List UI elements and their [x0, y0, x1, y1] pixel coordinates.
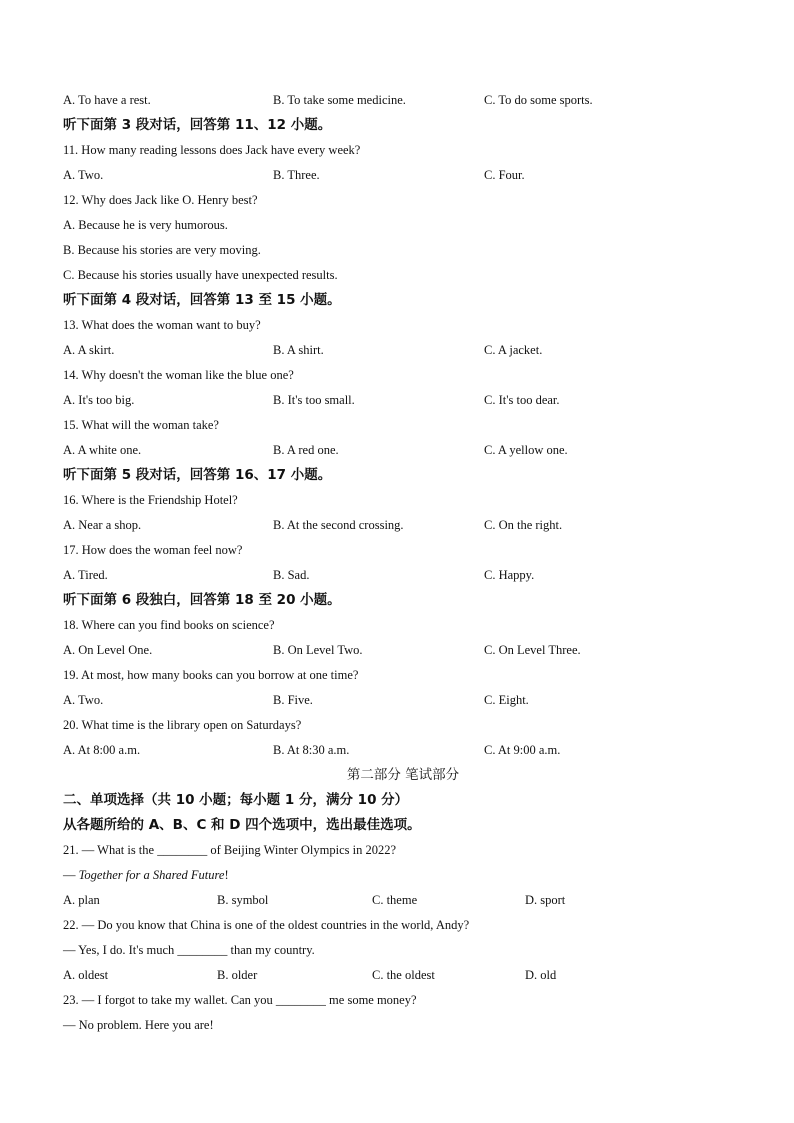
- question-23: 23. — I forgot to take my wallet. Can you ________ me some money?: [63, 993, 417, 1007]
- q12-option-b: B. Because his stories are very moving.: [63, 243, 261, 257]
- part2-heading-2: 从各题所给的 A、B、C 和 D 四个选项中，选出最佳选项。: [63, 817, 421, 833]
- question-20: 20. What time is the library open on Saturdays?: [63, 718, 302, 732]
- option-a: A. On Level One.: [63, 643, 153, 657]
- question-19: 19. At most, how many books can you borrow at one time?: [63, 668, 359, 682]
- option-a: A. A skirt.: [63, 343, 115, 357]
- q18-options: [63, 638, 743, 663]
- question-18: 18. Where can you find books on science?: [63, 618, 275, 632]
- q16-options: [63, 513, 743, 538]
- option-a: A. Near a shop.: [63, 518, 142, 532]
- q23-answer: — No problem. Here you are!: [63, 1018, 214, 1032]
- option-b: B. A shirt.: [273, 343, 324, 357]
- q15-options: [63, 438, 743, 463]
- option-c: C. the oldest: [372, 968, 435, 982]
- q21-answer: [63, 863, 743, 888]
- option-a: A. Tired.: [63, 568, 108, 582]
- option-b: B. To take some medicine.: [273, 93, 406, 107]
- q21-dash: —: [63, 868, 79, 882]
- question-15: 15. What will the woman take?: [63, 418, 219, 432]
- section4-heading: 听下面第 4 段对话，回答第 13 至 15 小题。: [63, 292, 341, 308]
- q21-options: [63, 888, 743, 913]
- section3-heading: 听下面第 3 段对话，回答第 11、12 小题。: [63, 117, 332, 133]
- option-a: A. To have a rest.: [63, 93, 151, 107]
- option-c: C. At 9:00 a.m.: [484, 743, 561, 757]
- option-c: C. A yellow one.: [484, 443, 568, 457]
- q17-options: [63, 563, 743, 588]
- question-16: 16. Where is the Friendship Hotel?: [63, 493, 238, 507]
- question-22: 22. — Do you know that China is one of the oldest countries in the world, Andy?: [63, 918, 470, 932]
- part2-title: 第二部分 笔试部分: [346, 767, 460, 783]
- q20-options: [63, 738, 743, 763]
- option-b: B. At 8:30 a.m.: [273, 743, 350, 757]
- question-11: 11. How many reading lessons does Jack have every week?: [63, 143, 361, 157]
- option-d: D. sport: [525, 893, 566, 907]
- option-c: C. Four.: [484, 168, 525, 182]
- q21-answer-end: !: [224, 868, 229, 882]
- option-a: A. Two.: [63, 168, 104, 182]
- option-b: B. At the second crossing.: [273, 518, 404, 532]
- part2-heading-1: 二、单项选择（共 10 小题；每小题 1 分，满分 10 分）: [63, 792, 409, 808]
- q10-options: [63, 88, 743, 113]
- option-b: B. It's too small.: [273, 393, 355, 407]
- option-a: A. At 8:00 a.m.: [63, 743, 141, 757]
- option-b: B. Five.: [273, 693, 313, 707]
- option-c: C. A jacket.: [484, 343, 543, 357]
- option-b: B. On Level Two.: [273, 643, 363, 657]
- option-b: B. Sad.: [273, 568, 310, 582]
- q13-options: [63, 338, 743, 363]
- option-c: C. Eight.: [484, 693, 529, 707]
- option-c: C. On the right.: [484, 518, 563, 532]
- option-a: A. A white one.: [63, 443, 142, 457]
- question-14: 14. Why doesn't the woman like the blue one?: [63, 368, 294, 382]
- exam-page: [63, 88, 743, 1038]
- q22-answer: — Yes, I do. It's much ________ than my country.: [63, 943, 315, 957]
- q19-options: [63, 688, 743, 713]
- question-12: 12. Why does Jack like O. Henry best?: [63, 193, 258, 207]
- section6-heading: 听下面第 6 段独白，回答第 18 至 20 小题。: [63, 592, 341, 608]
- q12-option-a: A. Because he is very humorous.: [63, 218, 228, 232]
- option-b: B. Three.: [273, 168, 320, 182]
- option-c: C. theme: [372, 893, 418, 907]
- option-b: B. symbol: [217, 893, 269, 907]
- option-c: C. It's too dear.: [484, 393, 560, 407]
- option-a: A. Two.: [63, 693, 104, 707]
- question-13: 13. What does the woman want to buy?: [63, 318, 261, 332]
- option-a: A. It's too big.: [63, 393, 135, 407]
- option-b: B. older: [217, 968, 258, 982]
- option-c: C. On Level Three.: [484, 643, 581, 657]
- question-21: 21. — What is the ________ of Beijing Winter Olympics in 2022?: [63, 843, 397, 857]
- option-b: B. A red one.: [273, 443, 339, 457]
- option-a: A. plan: [63, 893, 100, 907]
- q12-option-c: C. Because his stories usually have unexpected results.: [63, 268, 338, 282]
- q21-answer-italic: Together for a Shared Future: [78, 868, 225, 882]
- part2-title-row: [63, 763, 743, 788]
- option-a: A. oldest: [63, 968, 109, 982]
- option-d: D. old: [525, 968, 557, 982]
- q11-options: [63, 163, 743, 188]
- q14-options: [63, 388, 743, 413]
- option-c: C. To do some sports.: [484, 93, 593, 107]
- option-c: C. Happy.: [484, 568, 535, 582]
- section5-heading: 听下面第 5 段对话，回答第 16、17 小题。: [63, 467, 332, 483]
- question-17: 17. How does the woman feel now?: [63, 543, 243, 557]
- q22-options: [63, 963, 743, 988]
